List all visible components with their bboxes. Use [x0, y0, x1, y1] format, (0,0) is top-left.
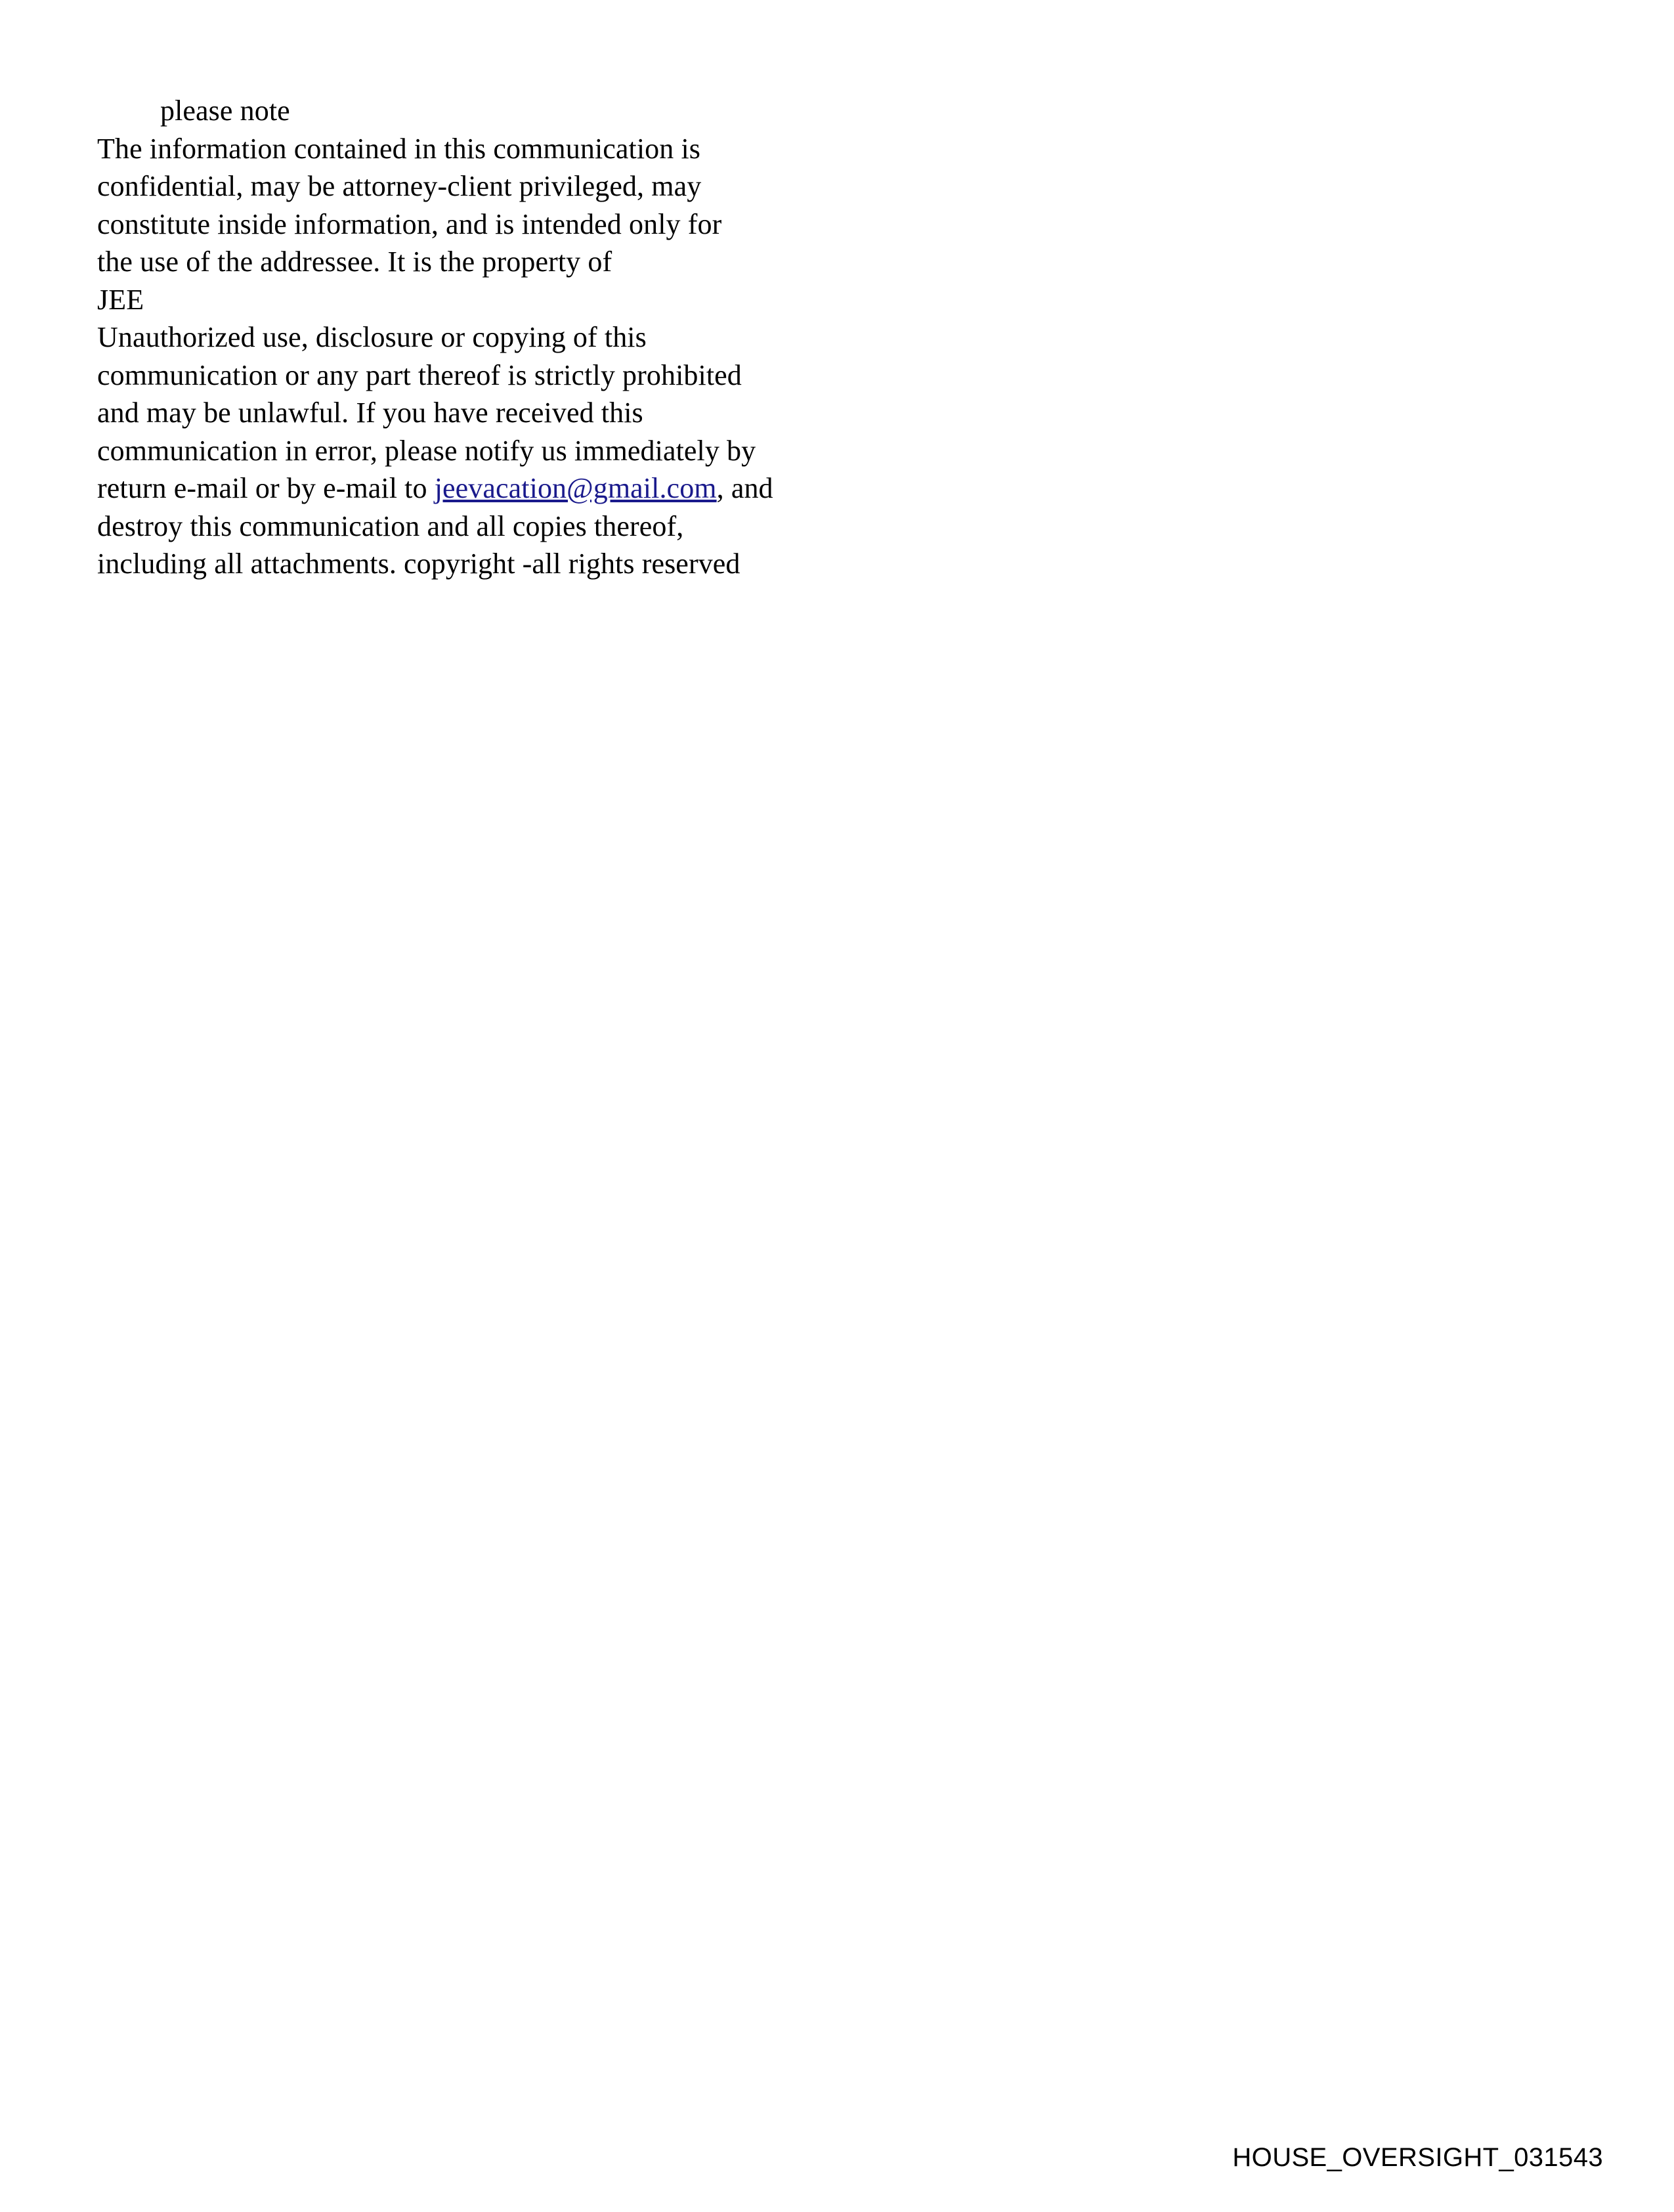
disclaimer-line-8: and may be unlawful. If you have received this [97, 397, 643, 429]
entity-name-line: JEE [97, 283, 144, 316]
bates-number-stamp: HOUSE_OVERSIGHT_031543 [1232, 2143, 1603, 2172]
email-line-suffix: , and [716, 472, 773, 504]
email-address-link[interactable]: jeevacation@gmail.com [434, 472, 717, 504]
disclaimer-line-12: including all attachments. copyright -all rights reserved [97, 548, 740, 580]
please-note-heading: please note [160, 95, 290, 127]
disclaimer-line-9: communication in error, please notify us immediately by [97, 434, 756, 467]
disclaimer-line-7: communication or any part thereof is strictly prohibited [97, 358, 742, 391]
disclaimer-line-11: destroy this communication and all copies thereof, [97, 510, 684, 542]
email-line-prefix: return e-mail or by e-mail to [97, 472, 435, 504]
disclaimer-line-4: the use of the addressee. It is the property of [97, 246, 612, 278]
disclaimer-line-6: Unauthorized use, disclosure or copying of this [97, 321, 647, 353]
disclaimer-line-1: The information contained in this communication is [97, 132, 701, 165]
disclaimer-line-2: confidential, may be attorney-client privileged, may [97, 170, 702, 202]
email-contact-line [97, 469, 1016, 508]
disclaimer-line-3: constitute inside information, and is intended only for [97, 207, 722, 240]
document-text-block [97, 92, 1016, 583]
